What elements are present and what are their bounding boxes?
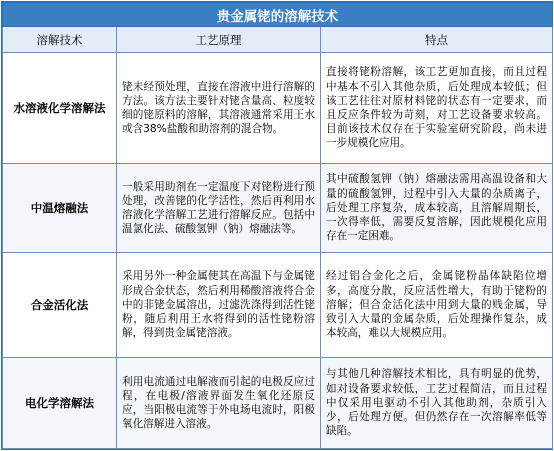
method-name: 合金活化法 bbox=[3, 253, 117, 358]
method-features: 直接将铑粉溶解，该工艺更加直接，而且过程中基本不引入其他杂质，后处理成本较低；但该工艺往往对原材料铑的状态有一定要求，而且反应条件较为苛刻，对工艺设备要求较高。目前该技术仅存在于实验室研究阶段，尚未进一步规模化应用。 bbox=[321, 53, 553, 164]
table-header-row bbox=[3, 27, 553, 53]
table-title: 贵金属铑的溶解技术 bbox=[3, 3, 553, 27]
dissolution-table-container bbox=[1, 1, 553, 450]
method-principle: 采用另外一种金属使其在高温下与金属铑形成合金状态，然后利用稀酸溶液将合金中的非铑金属溶出，过滤洗涤得到活性铑粉，随后利用王水将得到的活性铑粉溶解，得到贵金属铑溶液。 bbox=[117, 253, 321, 358]
table-row bbox=[3, 53, 553, 164]
method-features: 与其他几种溶解技术相比，具有明显的优势，如对设备要求较低，工艺过程简洁，而且过程中仅采用电驱动不引入其他助剂，杂质引入少，后处理方便。但仍然存在一次溶解率低等缺陷。 bbox=[321, 358, 553, 449]
header-features: 特点 bbox=[321, 27, 553, 53]
header-principle: 工艺原理 bbox=[117, 27, 321, 53]
table-title-row bbox=[3, 3, 553, 27]
method-features: 其中硫酸氢钾（钠）熔融法需用高温设备和大量的硫酸氢钾，过程中引入大量的杂质离子，后处理工序复杂，成本较高，且溶解周期长，一次得率低，需要反复溶解，因此规模化应用存在一定困难。 bbox=[321, 164, 553, 253]
table-row bbox=[3, 253, 553, 358]
method-name: 电化学溶解法 bbox=[3, 358, 117, 449]
method-name: 水溶液化学溶解法 bbox=[3, 53, 117, 164]
header-method: 溶解技术 bbox=[3, 27, 117, 53]
method-name: 中温熔融法 bbox=[3, 164, 117, 253]
method-principle: 铑未经预处理，直接在溶液中进行溶解的方法。该方法主要针对铑含量高、粒度较细的铑原料的溶解，其溶液通常采用王水或含38%盐酸和助溶剂的混合物。 bbox=[117, 53, 321, 164]
table-row bbox=[3, 164, 553, 253]
method-principle: 利用电流通过电解液而引起的电极反应过程，在电极/溶液界面发生氧化还原反应，当阳极电流等于外电场电流时，阳极氧化溶解进入溶液。 bbox=[117, 358, 321, 449]
dissolution-table bbox=[2, 2, 553, 449]
method-features: 经过铝合金化之后，金属铑粉晶体缺陷位增多，高度分散，反应活性增大，有助于铑粉的溶解；但合金活化法中用到大量的贱金属，导致引入大量的金属杂质，后处理操作复杂，成本较高，难以大规模应用。 bbox=[321, 253, 553, 358]
method-principle: 一般采用助剂在一定温度下对铑粉进行预处理，改善铑的化学活性，然后再利用水溶液化学溶解工艺进行溶解反应。包括中温氯化法、硫酸氢钾（钠）熔融法等。 bbox=[117, 164, 321, 253]
table-row bbox=[3, 358, 553, 449]
